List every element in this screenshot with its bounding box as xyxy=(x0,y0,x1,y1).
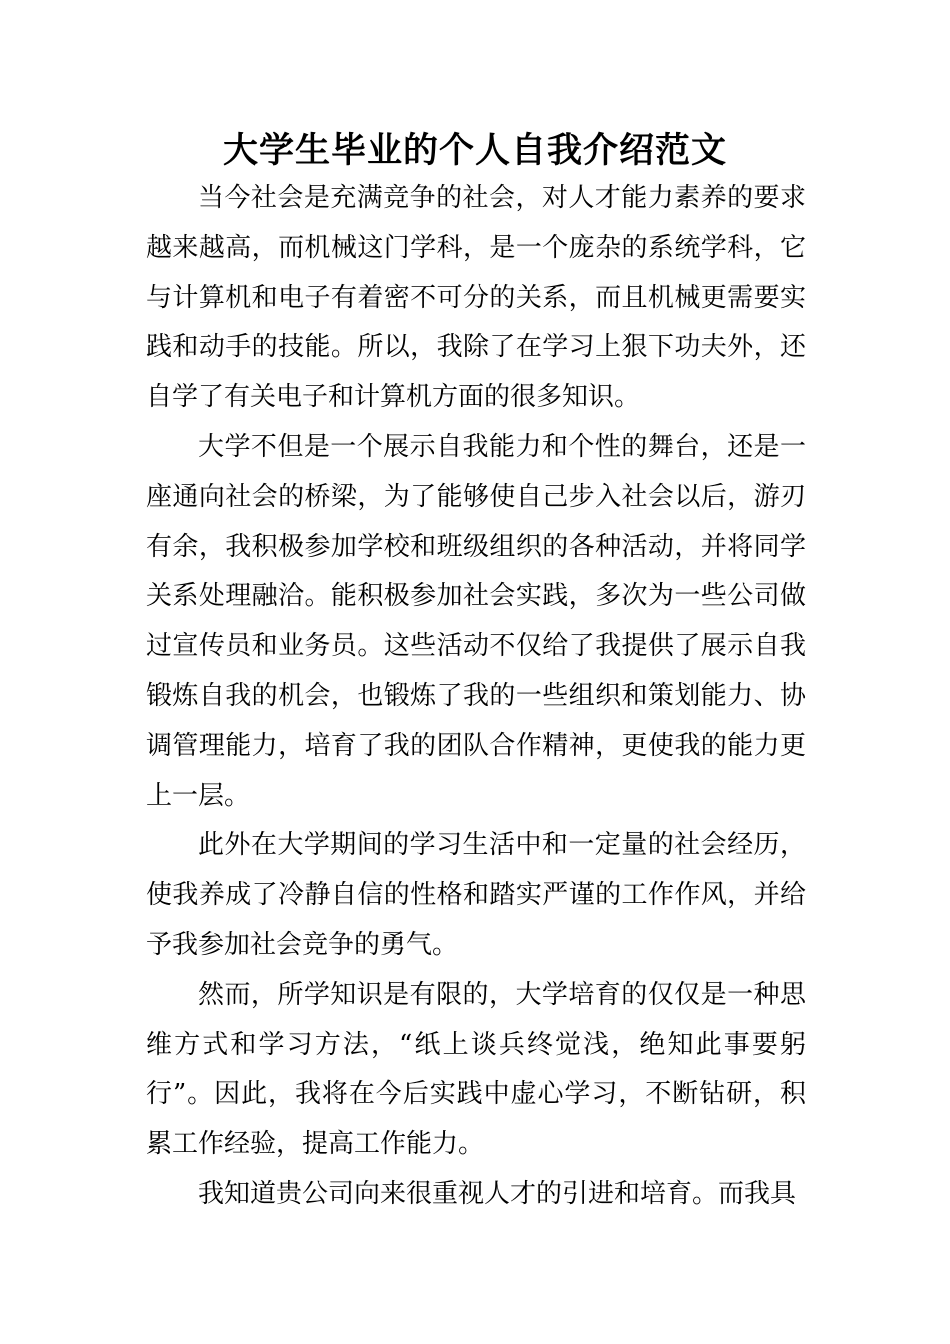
paragraph-3: 此外在大学期间的学习生活中和一定量的社会经历，使我养成了冷静自信的性格和踏实严谨的工作作风，并给予我参加社会竞争的勇气。 xyxy=(146,830,806,960)
paragraph-4: 然而，所学知识是有限的，大学培育的仅仅是一种思维方式和学习方法，“纸上谈兵终觉浅，绝知此事要躬行”。因此，我将在今后实践中虚心学习，不断钻研，积累工作经验，提高工作能力。 xyxy=(146,979,806,1160)
document-body xyxy=(146,174,806,1220)
paragraph-5: 我知道贵公司向来很重视人才的引进和培育。而我具 xyxy=(198,1178,797,1209)
document-title: 大学生毕业的个人自我介绍范文 xyxy=(222,131,727,171)
paragraph-1: 当今社会是充满竞争的社会，对人才能力素养的要求越来越高，而机械这门学科，是一个庞杂的系统学科，它与计算机和电子有着密不可分的关系，而且机械更需要实践和动手的技能。所以，我除了在学习上狠下功夫外，还自学了有关电子和计算机方面的很多知识。 xyxy=(146,183,806,413)
paragraph-2: 大学不但是一个展示自我能力和个性的舞台，还是一座通向社会的桥梁，为了能够使自己步入社会以后，游刃有余，我积极参加学校和班级组织的各种活动，并将同学关系处理融洽。能积极参加社会实践，多次为一些公司做过宣传员和业务员。这些活动不仅给了我提供了展示自我锻炼自我的机会，也锻炼了我的一些组织和策划能力、协调管理能力，培育了我的团队合作精神，更使我的能力更上一层。 xyxy=(146,431,806,811)
